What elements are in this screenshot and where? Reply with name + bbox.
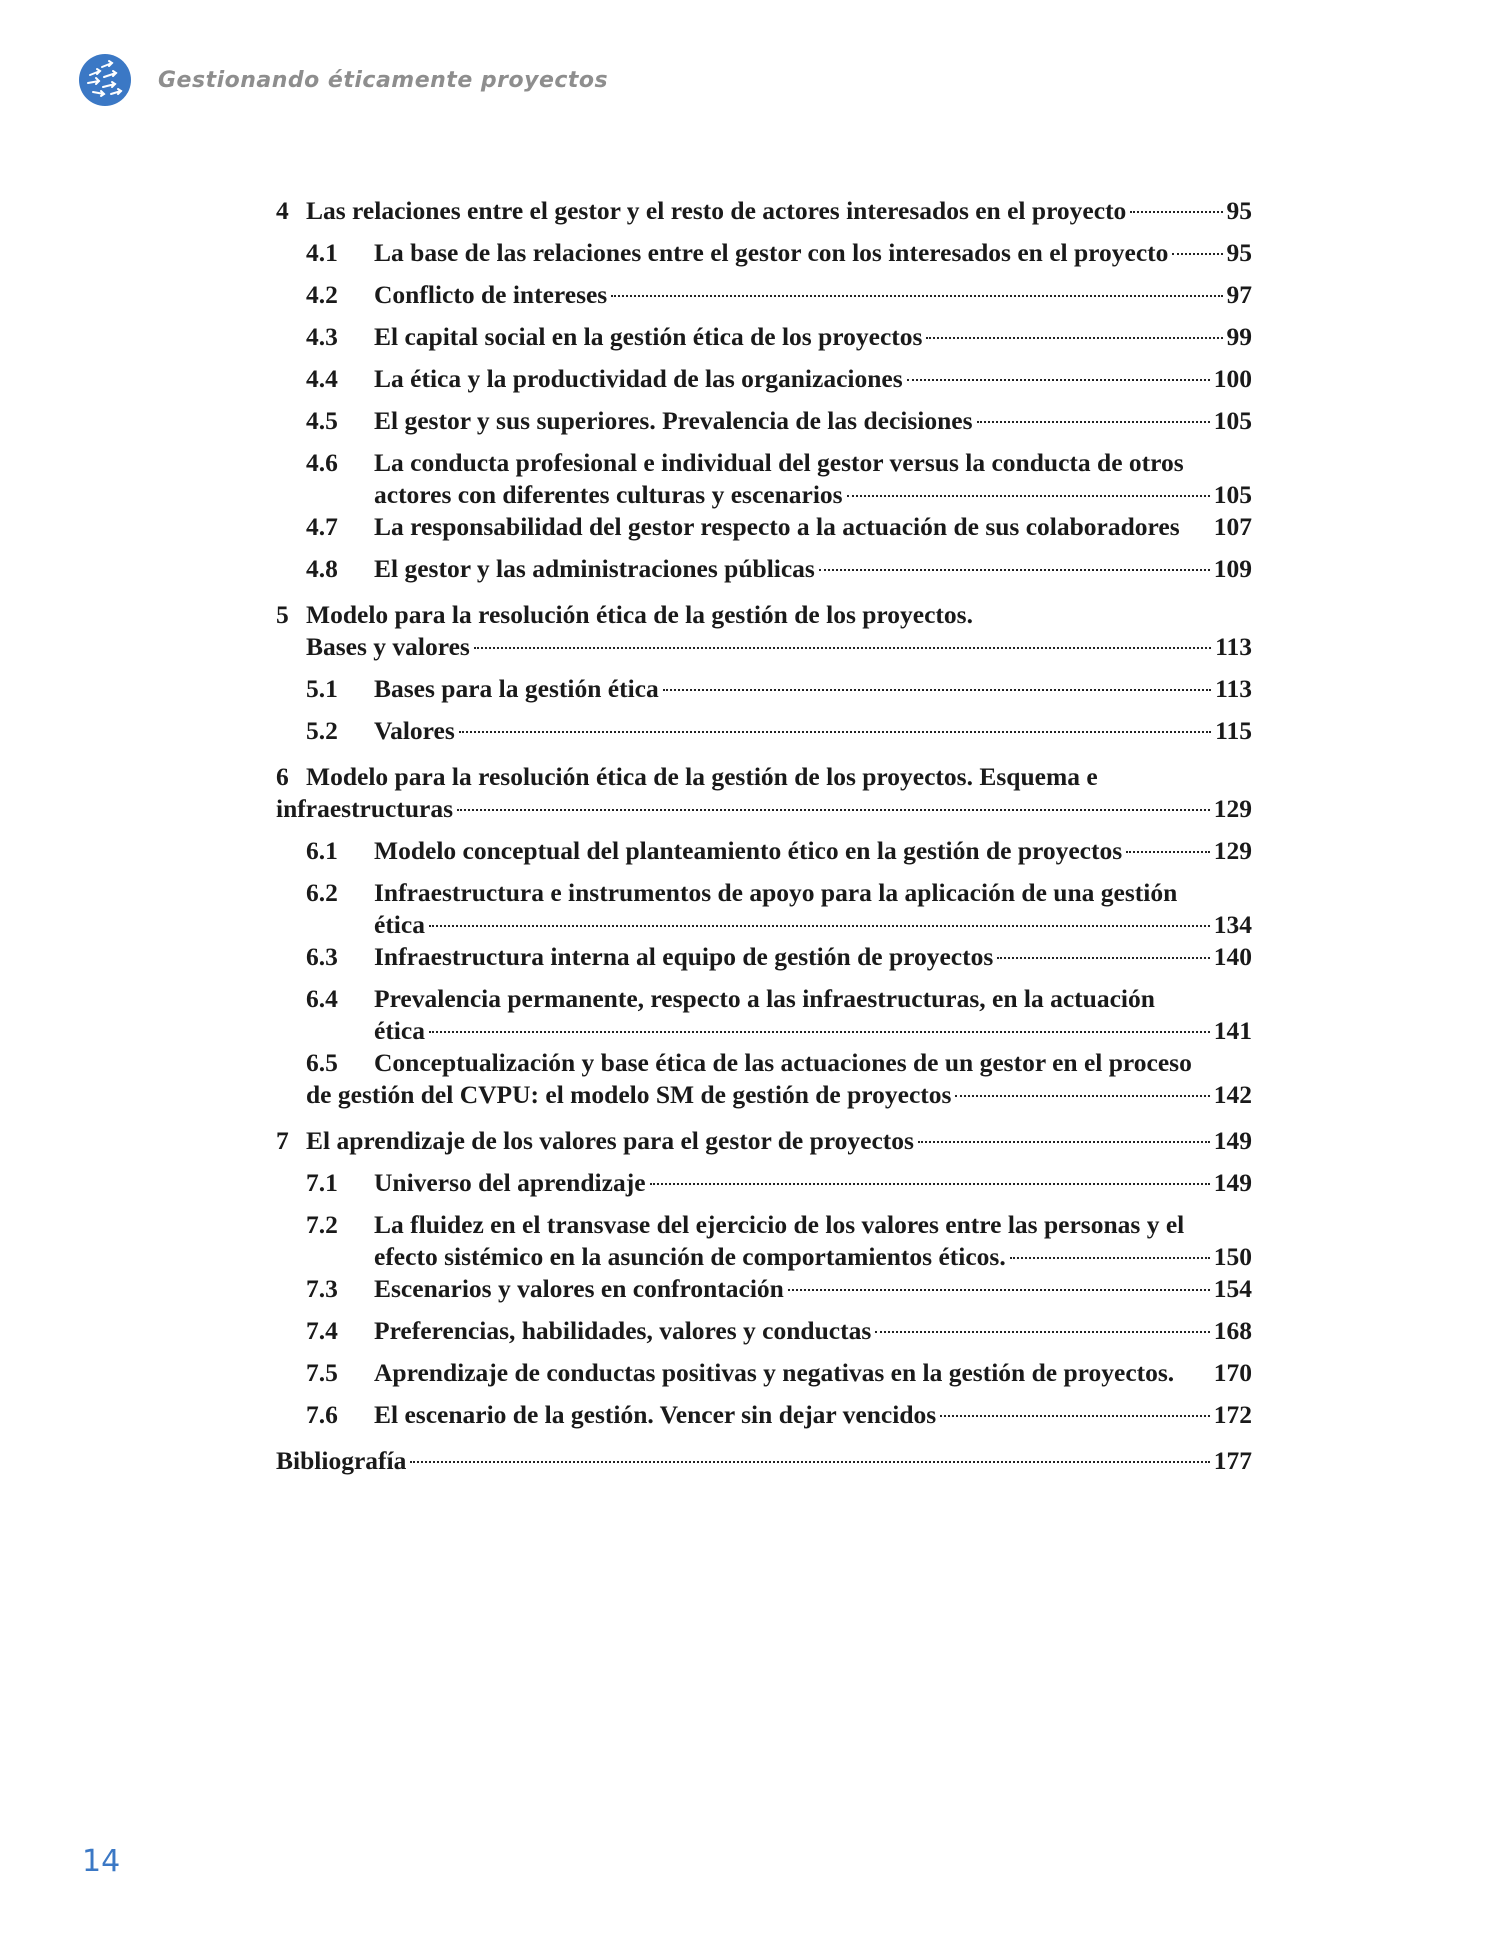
dot-leader [611,295,1222,297]
dot-leader [1130,211,1222,213]
page-ref: 142 [1213,1080,1252,1109]
section-line [276,1015,1252,1047]
chapter-number: 7 [276,1126,289,1155]
section-line [276,1079,1252,1111]
section-number: 7.6 [306,1400,338,1429]
section-number: 6.1 [306,836,338,865]
dot-leader [1010,1257,1210,1259]
section-title-line1: La conducta profesional e individual del gestor versus la conducta de otros [374,448,1184,477]
section-title: Infraestructura interna al equipo de gestión de proyectos [374,942,994,971]
chapter-number: 4 [276,196,289,225]
dot-leader [474,647,1211,649]
page-ref: 105 [1213,480,1252,509]
chapter-entry[interactable] [276,1125,1252,1157]
section-entry[interactable] [276,321,1252,353]
dot-leader [819,569,1210,571]
section-title: La base de las relaciones entre el gestor con los interesados en el proyecto [374,238,1169,267]
section-line [276,1209,1252,1241]
chapter-line [276,761,1252,793]
section-number: 7.2 [306,1210,338,1239]
table-of-contents [276,195,1252,1487]
section-number: 7.5 [306,1358,338,1387]
section-title-line2: efecto sistémico en la asunción de comportamientos éticos. [374,1242,1006,1271]
dot-leader [663,689,1211,691]
chapter-title: Las relaciones entre el gestor y el resto de actores interesados en el proyecto [306,196,1127,225]
bibliography-title: Bibliografía [276,1446,407,1475]
section-entry[interactable] [276,941,1252,973]
section-title: Bases para la gestión ética [374,674,659,703]
section-title-line1: Conceptualización y base ética de las actuaciones de un gestor en el proceso [374,1048,1192,1077]
section-entry[interactable] [276,983,1252,1047]
section-entry[interactable] [276,237,1252,269]
bibliography-entry[interactable] [276,1445,1252,1477]
page-ref: 134 [1213,910,1252,939]
page-ref: 154 [1213,1274,1252,1303]
section-number: 4.1 [306,238,338,267]
section-line [276,983,1252,1015]
section-entry[interactable] [276,553,1252,585]
toc-bibliography [276,1445,1252,1477]
chapter-line [276,599,1252,631]
section-title: Universo del aprendizaje [374,1168,646,1197]
section-line [276,447,1252,479]
toc-chapter-5 [276,599,1252,747]
arrows-circle-logo-icon [78,53,132,107]
section-number: 7.1 [306,1168,338,1197]
page-ref: 107 [1213,512,1252,541]
section-title: El gestor y sus superiores. Prevalencia de las decisiones [374,406,973,435]
section-entry[interactable] [276,511,1252,543]
section-title-line1: La fluidez en el transvase del ejercicio de los valores entre las personas y el [374,1210,1185,1239]
section-title: El capital social en la gestión ética de los proyectos [374,322,923,351]
chapter-title-line1: Modelo para la resolución ética de la gestión de los proyectos. [306,600,973,629]
section-number: 6.3 [306,942,338,971]
dot-leader [1172,253,1222,255]
section-number: 5.2 [306,716,338,745]
section-number: 4.7 [306,512,338,541]
page-ref: 149 [1213,1126,1252,1155]
page-ref: 115 [1215,716,1252,745]
chapter-title: El aprendizaje de los valores para el gestor de proyectos [306,1126,914,1155]
page-ref: 150 [1213,1242,1252,1271]
section-title: Modelo conceptual del planteamiento ético en la gestión de proyectos [374,836,1123,865]
section-number: 5.1 [306,674,338,703]
page-ref: 177 [1213,1446,1252,1475]
chapter-number: 6 [276,762,289,791]
dot-leader [875,1331,1210,1333]
dot-leader [650,1183,1210,1185]
page-ref: 129 [1213,794,1252,823]
page-ref: 149 [1213,1168,1252,1197]
section-title: El escenario de la gestión. Vencer sin dejar vencidos [374,1400,937,1429]
dot-leader [1126,851,1210,853]
dot-leader [788,1289,1210,1291]
section-line [276,1047,1252,1079]
section-number: 6.2 [306,878,338,907]
dot-leader [940,1415,1210,1417]
section-entry[interactable] [276,363,1252,395]
chapter-entry[interactable] [276,761,1252,825]
page-ref: 172 [1213,1400,1252,1429]
page-ref: 105 [1213,406,1252,435]
dot-leader [977,421,1210,423]
section-title: Valores [374,716,455,745]
page-ref: 99 [1226,322,1252,351]
section-entry[interactable] [276,1399,1252,1431]
section-entry[interactable] [276,405,1252,437]
dot-leader [459,731,1211,733]
section-title: Aprendizaje de conductas positivas y negativas en la gestión de proyectos. [374,1358,1175,1387]
section-entry[interactable] [276,877,1252,941]
section-title-line1: Infraestructura e instrumentos de apoyo para la aplicación de una gestión [374,878,1178,907]
chapter-line [276,631,1252,663]
section-number: 7.4 [306,1316,338,1345]
section-title-line2: de gestión del CVPU: el modelo SM de gestión de proyectos [306,1080,952,1109]
page-ref: 95 [1226,238,1252,267]
section-line [276,1241,1252,1273]
toc-chapter-6 [276,761,1252,1111]
section-number: 4.5 [306,406,338,435]
page-ref: 129 [1213,836,1252,865]
section-entry[interactable] [276,1273,1252,1305]
section-entry[interactable] [276,1315,1252,1347]
section-title: La responsabilidad del gestor respecto a la actuación de sus colaboradores [374,512,1180,541]
page-ref: 170 [1213,1358,1252,1387]
running-header-title: Gestionando éticamente proyectos [158,67,609,93]
section-title: Conflicto de intereses [374,280,608,309]
page-ref: 141 [1213,1016,1252,1045]
chapter-number: 5 [276,600,289,629]
page-ref: 95 [1226,196,1252,225]
section-line [276,909,1252,941]
section-number: 7.3 [306,1274,338,1303]
chapter-entry[interactable] [276,599,1252,663]
section-entry[interactable] [276,1357,1252,1389]
section-title: Escenarios y valores en confrontación [374,1274,784,1303]
page-number: 14 [82,1844,121,1879]
section-number: 4.8 [306,554,338,583]
dot-leader [847,495,1210,497]
section-entry[interactable] [276,1167,1252,1199]
dot-leader [410,1461,1209,1463]
toc-chapter-7 [276,1125,1252,1431]
section-number: 6.4 [306,984,338,1013]
section-title-line2: actores con diferentes culturas y escenarios [374,480,843,509]
chapter-entry[interactable] [276,195,1252,227]
dot-leader [907,379,1210,381]
dot-leader [918,1141,1210,1143]
section-number: 6.5 [306,1048,338,1077]
section-entry[interactable] [276,835,1252,867]
section-line [276,479,1252,511]
section-title: Preferencias, habilidades, valores y conductas [374,1316,872,1345]
section-entry[interactable] [276,1209,1252,1273]
section-number: 4.3 [306,322,338,351]
section-title: La ética y la productividad de las organizaciones [374,364,903,393]
page-ref: 113 [1215,632,1252,661]
section-title-line1: Prevalencia permanente, respecto a las infraestructuras, en la actuación [374,984,1155,1013]
section-entry[interactable] [276,673,1252,705]
section-title-line2: ética [374,1016,425,1045]
page-ref: 113 [1215,674,1252,703]
section-number: 4.6 [306,448,338,477]
section-title-line2: ética [374,910,425,939]
section-entry[interactable] [276,715,1252,747]
section-title: El gestor y las administraciones públicas [374,554,815,583]
dot-leader [997,957,1209,959]
chapter-title-line1: Modelo para la resolución ética de la gestión de los proyectos. Esquema e [306,762,1098,791]
toc-chapter-4 [276,195,1252,585]
dot-leader [429,925,1210,927]
page-header [78,52,608,108]
page-ref: 140 [1213,942,1252,971]
dot-leader [955,1095,1209,1097]
page-ref: 97 [1226,280,1252,309]
section-entry[interactable] [276,279,1252,311]
chapter-title-line2: Bases y valores [306,632,470,661]
section-line [276,877,1252,909]
section-entry[interactable] [276,1047,1252,1111]
page-ref: 109 [1213,554,1252,583]
dot-leader [926,337,1222,339]
page-ref: 168 [1213,1316,1252,1345]
chapter-title-line2: infraestructuras [276,794,454,823]
dot-leader [429,1031,1210,1033]
chapter-line [276,793,1252,825]
dot-leader [457,809,1210,811]
section-entry[interactable] [276,447,1252,511]
page-ref: 100 [1213,364,1252,393]
section-number: 4.4 [306,364,338,393]
section-number: 4.2 [306,280,338,309]
